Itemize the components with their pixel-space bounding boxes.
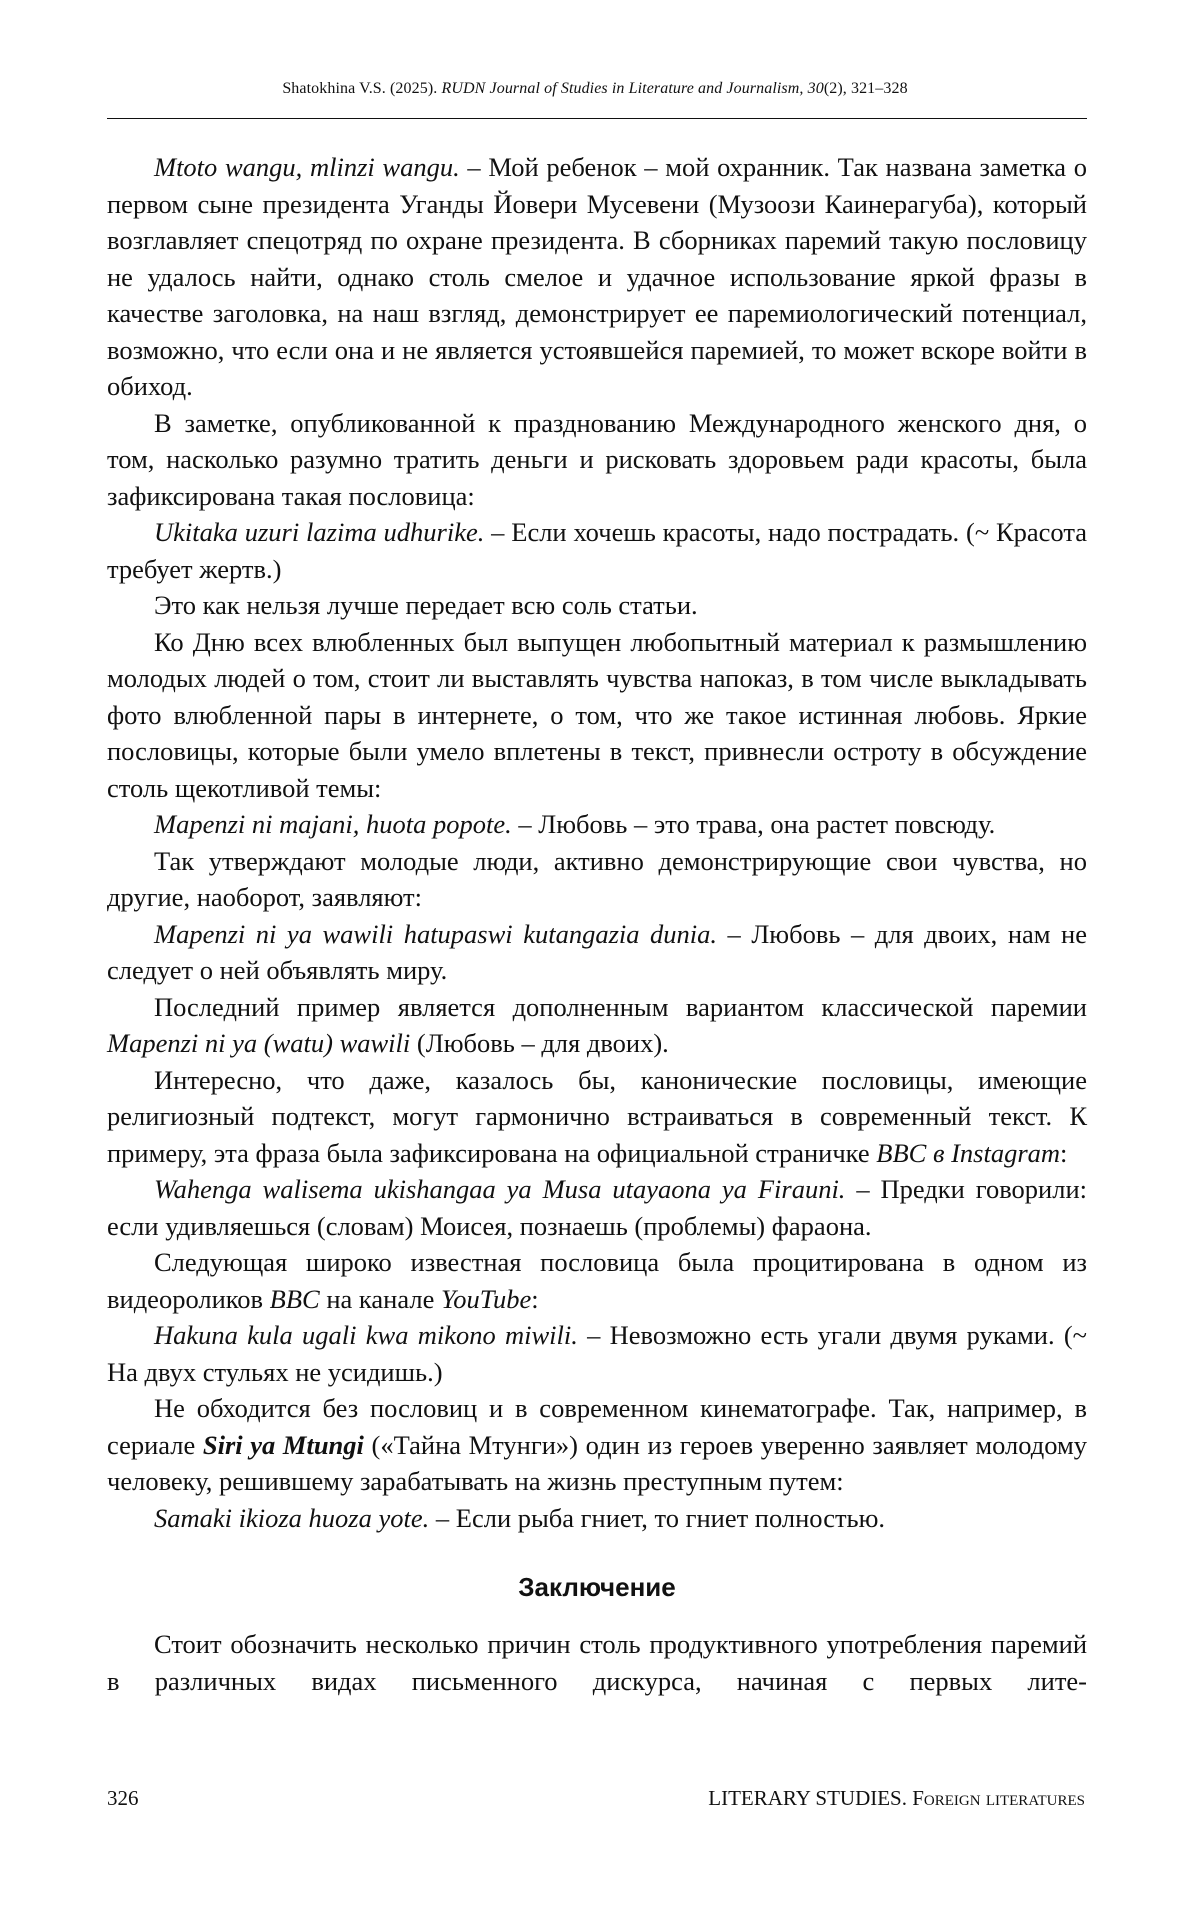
paragraph [107, 989, 1087, 1062]
running-header [107, 80, 1083, 98]
paragraph-text: Следующая широко известная пословица была процитирована в одном из видеороликов [107, 1247, 1087, 1314]
header-authors: Shatokhina V.S. (2025). [282, 80, 441, 97]
paragraph-text: : [1060, 1138, 1067, 1168]
paragraph-text: Интересно, что даже, казалось бы, канонические пословицы, имеющие религиозный подтекст, могут гармонично встраиваться в современный текст. К примеру, эта фраза была зафиксирована на официальной страничке [107, 1065, 1087, 1168]
proverb-translation: – Невозможно есть угали двумя руками. (~ На двух стульях не усидишь.) [107, 1320, 1087, 1387]
source-name: BBC в Instagram [876, 1138, 1060, 1168]
proverb-swahili: Mapenzi ni ya wawili hatupaswi kutangazia dunia. [154, 919, 717, 949]
paragraph-text: (Любовь – для двоих). [410, 1028, 669, 1058]
paragraph [107, 1500, 1087, 1537]
proverb-swahili: Mtoto wangu, mlinzi wangu. [154, 152, 460, 182]
paragraph [107, 149, 1087, 405]
paragraph: Так утверждают молодые люди, активно демонстрирующие свои чувства, но другие, наоборот, заявляют: [107, 843, 1087, 916]
paragraph: Это как нельзя лучше передает всю соль статьи. [107, 587, 1087, 624]
proverb-swahili: Mapenzi ni majani, huota popote. [154, 809, 512, 839]
page-footer [107, 1783, 1085, 1813]
proverb-swahili: Hakuna kula ugali kwa mikono miwili. [154, 1320, 578, 1350]
proverb-translation: – Если рыба гниет, то гниет полностью. [429, 1503, 885, 1533]
paragraph: В заметке, опубликованной к празднованию Международного женского дня, о том, насколько разумно тратить деньги и рисковать здоровьем ради красоты, была зафиксирована такая пословица: [107, 405, 1087, 515]
proverb-translation: – Если хочешь красоты, надо пострадать. (~ Красота требует жертв.) [107, 517, 1087, 584]
proverb-translation: – Предки говорили: если удивляешься (словам) Моисея, познаешь (проблемы) фараона. [107, 1174, 1087, 1241]
paragraph-text: Последний пример является дополненным вариантом классической паремии [154, 992, 1087, 1022]
header-journal: RUDN Journal of Studies in Literature and Journalism, 30 [441, 80, 823, 97]
paragraph [107, 1390, 1087, 1500]
paragraph [107, 1171, 1087, 1244]
source-name: YouTube [441, 1284, 531, 1314]
series-title: Siri ya Mtungi [203, 1430, 364, 1460]
paragraph-text: («Тайна Мтунги») один из героев уверенно заявляет молодому человеку, решившему зарабатывать на жизнь преступным путем: [107, 1430, 1087, 1497]
proverb-swahili: Mapenzi ni ya (watu) wawili [107, 1028, 410, 1058]
page-number: 326 [107, 1783, 139, 1813]
footer-section-name: LITERARY STUDIES. Foreign literatures [708, 1783, 1085, 1813]
paragraph: Ко Дню всех влюбленных был выпущен любопытный материал к размышлению молодых людей о том, стоит ли выставлять чувства напоказ, в том числе выкладывать фото влюбленной пары в интернете, о том, что же такое истинная любовь. Яркие пословицы, которые были умело вплетены в текст, привнесли остроту в обсуждение столь щекотливой темы: [107, 624, 1087, 807]
paragraph-text: Не обходится без пословиц и в современном кинематографе. Так, например, в сериале [107, 1393, 1087, 1460]
paragraph-text: на канале [320, 1284, 441, 1314]
section-title: Заключение [107, 1569, 1087, 1605]
proverb-swahili: Ukitaka uzuri lazima udhurike. [154, 517, 484, 547]
paragraph [107, 1244, 1087, 1317]
paragraph [107, 806, 1087, 843]
header-rule [107, 118, 1087, 119]
article-body [107, 149, 1087, 1699]
paragraph-text: : [531, 1284, 538, 1314]
proverb-translation: – Любовь – это трава, она растет повсюду. [512, 809, 996, 839]
proverb-translation: – Мой ребенок – мой охранник. Так названа заметка о первом сыне президента Уганды Йовери Мусевени (Музоози Каинерагуба), который возглавляет спецотряд по охране президента. В сборниках паремий такую пословицу не удалось найти, однако столь смелое и удачное использование яркой фразы в качестве заголовка, на наш взгляд, демонстрирует ее паремиологический потенциал, возможно, что если она и не является устоявшейся паремией, то может вскоре войти в обиход. [107, 152, 1087, 401]
paragraph [107, 514, 1087, 587]
proverb-swahili: Samaki ikioza huoza yote. [154, 1503, 429, 1533]
paragraph: Стоит обозначить несколько причин столь продуктивного употребления паремий в различных видах письменного дискурса, начиная с первых лите- [107, 1626, 1087, 1699]
source-name: BBC [270, 1284, 320, 1314]
header-issue-pages: (2), 321–328 [824, 80, 908, 97]
paragraph [107, 916, 1087, 989]
proverb-swahili: Wahenga walisema ukishangaa ya Musa utayaona ya Firauni. [154, 1174, 845, 1204]
paragraph [107, 1062, 1087, 1172]
paragraph [107, 1317, 1087, 1390]
proverb-translation: – Любовь – для двоих, нам не следует о ней объявлять миру. [107, 919, 1087, 986]
